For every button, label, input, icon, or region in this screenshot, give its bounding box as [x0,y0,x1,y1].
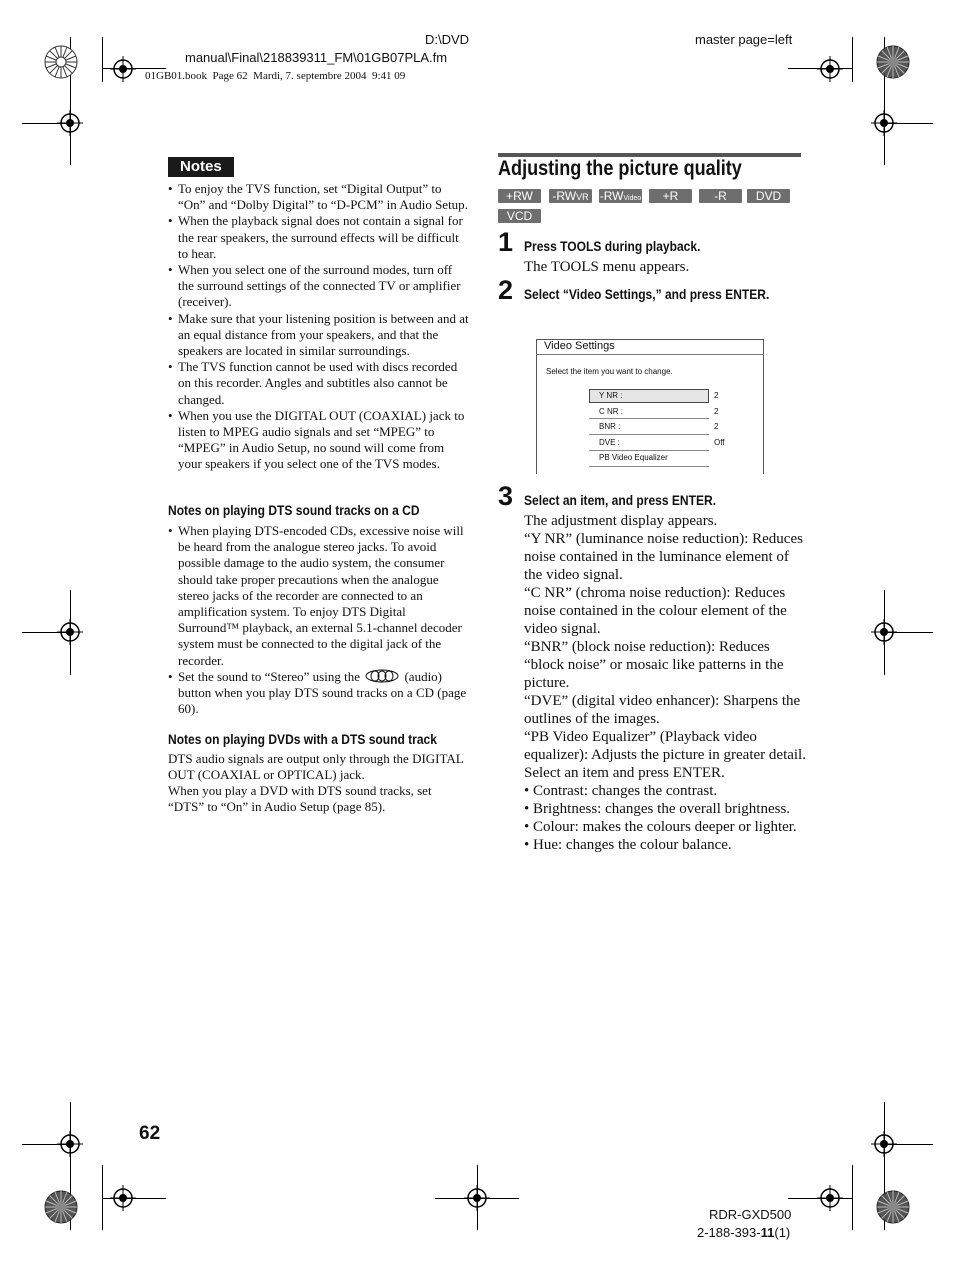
step-number: 1 [498,227,514,257]
disc-badge-plus-r: +R [649,189,692,203]
disc-badge-plus-rw: +RW [498,189,541,203]
osd-hint: Select the item you want to change. [546,367,673,376]
color-target-icon [44,1190,78,1224]
note-item: • Make sure that your listening position is between and at an equal distance from your speakers, and that the speakers are located in similar surroundings. [168,311,470,360]
color-target-icon [876,45,910,79]
disc-badge-minus-rw-vr: -RWVR [549,189,592,203]
step-paragraph: “Y NR” (luminance noise reduction): Reduces noise contained in the luminance element of the video signal. [524,531,803,583]
disc-badge-vcd: VCD [498,209,541,223]
registration-mark-icon [110,1185,136,1211]
registration-mark-icon [871,1131,897,1157]
osd-row-label[interactable]: PB Video Equalizer [599,453,668,462]
file-path-line1: D:\DVD [425,32,470,47]
step-paragraph: • Contrast: changes the contrast. [524,783,718,799]
step-paragraph: The adjustment display appears. [524,513,718,529]
note-item: • The TVS function cannot be used with discs recorded on this recorder. Angles and subtitles also cannot be changed. [168,359,470,408]
osd-row-value: Off [714,438,725,447]
section-title: Adjusting the picture quality [498,157,742,180]
step-instruction: Select an item, and press ENTER. [524,492,717,508]
osd-frame-right [763,339,764,474]
osd-row-label[interactable]: C NR : [599,407,623,416]
step-details [524,512,806,854]
document-code-suffix: (1) [774,1225,791,1240]
disc-badge-dvd: DVD [747,189,790,203]
dts-cd-heading: Notes on playing DTS sound tracks on a CD [168,502,420,518]
osd-frame-left [536,339,537,474]
video-settings-screen [536,339,764,474]
note-item: • When you select one of the surround modes, turn off the surround settings of the connected TV or amplifier (receiver). [168,262,470,311]
osd-row-value: 2 [714,407,719,416]
document-code-bold: 11 [760,1225,775,1240]
osd-title: Video Settings [544,340,615,352]
registration-mark-icon [871,110,897,136]
registration-mark-icon [57,619,83,645]
osd-row-divider [589,418,709,419]
step-paragraph: “C NR” (chroma noise reduction): Reduces noise contained in the colour element of the video signal. [524,585,787,637]
osd-row-value: 2 [714,422,719,431]
dts-cd-list [168,523,470,717]
document-code-prefix: 2-188-393- [697,1225,761,1240]
page-number: 62 [139,1123,161,1144]
step-number: 2 [498,275,514,305]
step-paragraph: “PB Video Equalizer” (Playback video equalizer): Adjusts the picture in greater detail. [524,729,806,763]
osd-row-label[interactable]: DVE : [599,438,620,447]
disc-badge-minus-r: -R [699,189,742,203]
osd-row-divider [589,434,709,435]
note-item: • When the playback signal does not contain a signal for the rear speakers, the surround effects will be difficult to hear. [168,213,470,262]
registration-mark-icon [817,56,843,82]
dts-dvd-para1: DTS audio signals are output only through the DIGITAL OUT (COAXIAL or OPTICAL) jack. [168,751,464,783]
notes-label: Notes [168,157,234,177]
document-code [697,1225,790,1240]
osd-row-divider [589,450,709,451]
notes-list [168,181,470,473]
color-target-icon [876,1190,910,1224]
step-instruction: Select “Video Settings,” and press ENTER. [524,286,770,302]
osd-row-divider [589,466,709,467]
osd-row-label[interactable]: BNR : [599,422,621,431]
master-page-label: master page=left [695,32,793,47]
dts-cd-item: • When playing DTS-encoded CDs, excessive noise will be heard from the analogue stereo jacks. To avoid possible damage to the audio system, the consumer should take proper precautions when the analogue stereo jacks of the recorder are connected to an amplification system. To enjoy DTS Digital Surround™ playback, an external 5.1-channel decoder system must be connected to the digital jack of the recorder. [168,523,470,669]
step-paragraph: • Brightness: changes the overall brightness. [524,801,791,817]
registration-mark-icon [57,1131,83,1157]
dts-cd-item2-after: (audio) button when you play DTS sound tracks on a CD (page 60). [178,668,467,717]
registration-mark-icon [871,619,897,645]
osd-row-label: Y NR : [599,391,623,400]
file-path-line2: manual\Final\218839311_FM\01GB07PLA.fm [185,50,448,65]
step-instruction: Press TOOLS during playback. [524,238,701,254]
step-number: 3 [498,481,514,511]
registration-mark-icon [57,110,83,136]
audio-button-icon [365,669,399,683]
dts-dvd-heading: Notes on playing DVDs with a DTS sound track [168,731,437,747]
registration-mark-icon [817,1185,843,1211]
dts-dvd-para2: When you play a DVD with DTS sound tracks, set “DTS” to “On” in Audio Setup (page 85). [168,783,432,815]
step-paragraph: “BNR” (block noise reduction): Reduces “block noise” or mosaic like patterns in the picture. [524,639,784,691]
color-target-icon [44,45,78,79]
osd-title-rule [536,354,764,355]
step-paragraph: “DVE” (digital video enhancer): Sharpens the outlines of the images. [524,693,801,727]
registration-mark-icon [464,1185,490,1211]
note-item: • To enjoy the TVS function, set “Digital Output” to “On” and “Dolby Digital” to “D-PCM” in Audio Setup. [168,181,470,213]
dts-cd-item2-before: Set the sound to “Stereo” using the [178,668,360,684]
disc-badge-minus-rw-video: -RWVideo [599,189,642,203]
step-paragraph: Select an item and press ENTER. [524,765,725,781]
model-number: RDR-GXD500 [709,1207,792,1222]
dts-cd-item [168,669,470,718]
step-paragraph: • Colour: makes the colours deeper or lighter. [524,819,797,835]
registration-mark-icon [110,56,136,82]
note-item: • When you use the DIGITAL OUT (COAXIAL) jack to listen to MPEG audio signals and set “MPEG” to “MPEG” in Audio Setup, no sound will come from your speakers if you select one of the TVS modes. [168,408,470,473]
step-result: The TOOLS menu appears. [524,259,690,275]
osd-row-value: 2 [714,391,719,400]
book-info-line: 01GB01.book Page 62 Mardi, 7. septembre 2004 9:41 09 [145,70,406,82]
step-paragraph: • Hue: changes the colour balance. [524,837,732,853]
